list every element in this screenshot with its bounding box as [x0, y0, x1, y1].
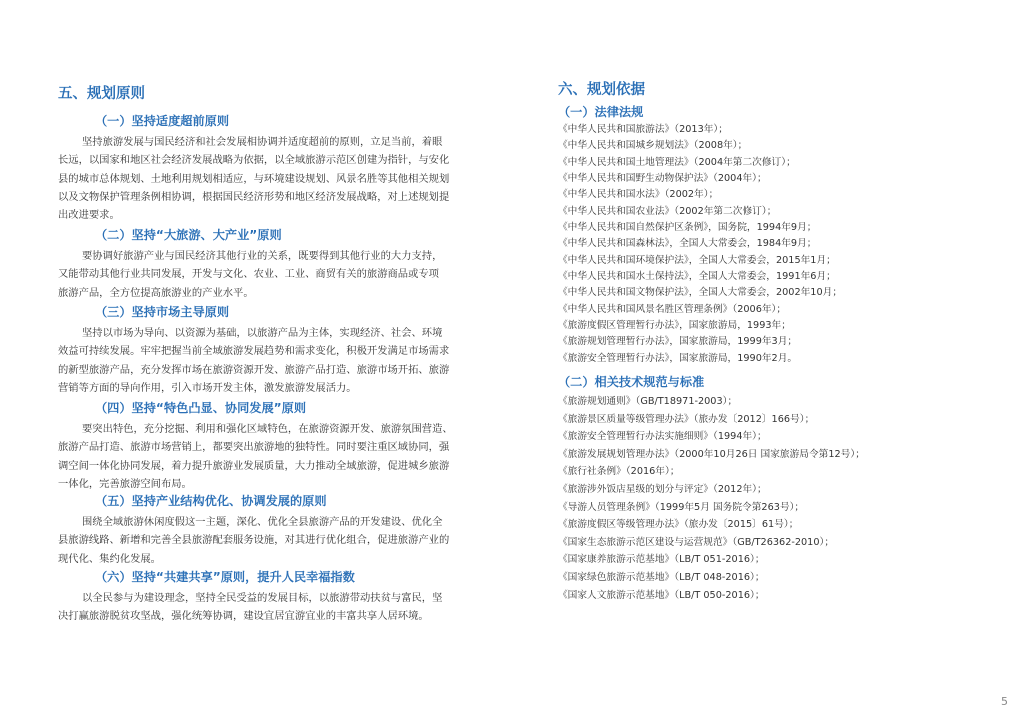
list-item: 《旅游安全管理暂行办法实施细则》（1994年）；: [558, 431, 767, 443]
principle-heading: （二）坚持“大旅游、大产业”原则: [95, 228, 282, 242]
list-item: 《中华人民共和国水土保持法》，全国人大常委会，1991年6月；: [558, 271, 836, 283]
paragraph-line: 调空间一体化协同发展，着力提升旅游业发展质量，大力推动全域旅游，促进城乡旅游: [58, 459, 450, 472]
standards-heading: （二）相关技术规范与标准: [558, 375, 705, 389]
laws-heading: （一）法律法规: [558, 105, 644, 119]
paragraph-line: 又能带动其他行业共同发展，开发与文化、农业、工业、商贸有关的旅游商品或专项: [58, 268, 439, 281]
list-item: 《旅游涉外饭店星级的划分与评定》（2012年）；: [558, 483, 767, 495]
list-item: 《中华人民共和国野生动物保护法》（2004年）；: [558, 173, 767, 185]
paragraph-line: 效益可持续发展。牢牢把握当前全域旅游发展趋势和需求变化，积极开发满足市场需求: [58, 345, 450, 358]
list-item: 《旅游规划通则》（GB/T18971-2003）；: [558, 396, 738, 407]
principle-heading: （一）坚持适度超前原则: [95, 114, 230, 128]
standards-section: [558, 372, 865, 604]
list-item: 《中华人民共和国农业法》（2002年第二次修订）；: [558, 205, 777, 217]
list-item: 《旅游度假区等级管理办法》（旅办发〔2015〕61号）；: [558, 519, 799, 531]
list-item: 《旅游安全管理暂行办法》，国家旅游局，1990年2月。: [558, 352, 798, 364]
paragraph-line: 以全民参与为建设理念，坚持全民受益的发展目标，以旅游带动扶贫与富民，坚: [82, 592, 443, 604]
list-item: 《中华人民共和国风景名胜区管理条例》（2006年）；: [558, 303, 787, 315]
principle-5: [58, 491, 449, 568]
principle-4: [58, 398, 453, 493]
section-title-planning-basis: 六、规划依据: [558, 82, 645, 98]
section-title-planning-principles: 五、规划原则: [58, 86, 145, 102]
list-item: 《中华人民共和国水法》（2002年）；: [558, 189, 719, 201]
principle-6: [58, 567, 442, 626]
paragraph-line: 围绕全域旅游休闲度假这一主题，深化、优化全县旅游产品的开发建设、优化全: [82, 516, 443, 528]
list-item: 《中华人民共和国城乡规划法》（2008年）；: [558, 140, 748, 152]
paragraph-line: 要突出特色，充分挖掘、利用和强化区域特色，在旅游资源开发、旅游氛围营造、: [82, 423, 453, 435]
paragraph-line: 的新型旅游产品，充分发挥市场在旅游资源开发、旅游产品打造、旅游市场开拓、旅游: [58, 363, 450, 376]
paragraph-line: 旅游产品，全方位提高旅游业的产业水平。: [58, 286, 254, 299]
principle-paragraph: [58, 324, 449, 397]
list-item: 《中华人民共和国土地管理法》（2004年第二次修订）；: [558, 156, 796, 168]
list-item: 《导游人员管理条例》（1999年5月 国务院令第263号）；: [558, 501, 805, 513]
paragraph-line: 坚持以市场为导向、以资源为基础，以旅游产品为主体，实现经济、社会、环境: [82, 327, 443, 339]
paragraph-line: 决打赢旅游脱贫攻坚战，强化统筹协调，建设宜居宜游宜业的丰富共享人居环境。: [58, 610, 429, 623]
principle-heading: （五）坚持产业结构优化、协调发展的原则: [95, 494, 327, 508]
list-item: 《国家人文旅游示范基地》（LB/T 050-2016）；: [558, 589, 765, 601]
paragraph-line: 县旅游线路、新增和完善全县旅游配套服务设施，对其进行优化组合，促进旅游产业的: [58, 534, 450, 547]
paragraph-line: 要协调好旅游产业与国民经济其他行业的关系，既要得到其他行业的大力支持，: [82, 250, 443, 262]
principle-paragraph: [58, 513, 449, 568]
page-number: 5: [1001, 695, 1008, 708]
principle-3: [58, 302, 449, 397]
principle-paragraph: [58, 133, 449, 224]
list-item: 《国家绿色旅游示范基地》（LB/T 048-2016）；: [558, 571, 765, 583]
list-item: 《国家康养旅游示范基地》（LB/T 051-2016）；: [558, 554, 765, 566]
list-item: 《国家生态旅游示范区建设与运营规范》（GB/T26362-2010）；: [558, 536, 835, 548]
list-item: 《中华人民共和国文物保护法》，全国人大常委会，2002年10月；: [558, 287, 843, 299]
list-item: 《旅行社条例》（2016年）；: [558, 466, 680, 478]
principle-heading: （六）坚持“共建共享”原则，提升人民幸福指数: [95, 570, 355, 584]
list-item: 《中华人民共和国环境保护法》，全国人大常委会，2015年1月；: [558, 254, 836, 266]
paragraph-line: 以及文物保护管理条例相协调，根据国民经济形势和地区经济发展战略，对上述规划提: [58, 190, 450, 203]
laws-list: [558, 122, 842, 367]
list-item: 《旅游发展规划管理办法》（2000年10月26日 国家旅游局令第12号）；: [558, 448, 865, 460]
list-item: 《中华人民共和国旅游法》（2013年）；: [558, 124, 728, 135]
paragraph-line: 旅游产品打造、旅游市场营销上，都要突出旅游地的独特性。同时要注重区域协同，强: [58, 441, 450, 454]
principle-heading: （三）坚持市场主导原则: [95, 305, 230, 319]
list-item: 《中华人民共和国自然保护区条例》，国务院，1994年9月；: [558, 222, 817, 234]
paragraph-line: 长远，以国家和地区社会经济发展战略为依据，以全域旅游示范区创建为指针，与安化: [58, 154, 450, 167]
paragraph-line: 现代化、集约化发展。: [58, 552, 161, 565]
paragraph-line: 营销等方面的导向作用，引入市场开发主体，激发旅游发展活力。: [58, 381, 357, 394]
paragraph-line: 一体化，完善旅游空间布局。: [58, 477, 192, 490]
list-item: 《旅游景区质量等级管理办法》（旅办发〔2012〕166号）；: [558, 413, 815, 425]
principle-paragraph: [58, 247, 442, 302]
laws-section: [558, 102, 842, 367]
paragraph-line: 坚持旅游发展与国民经济和社会发展相协调并适度超前的原则，立足当前，着眼: [82, 136, 443, 148]
paragraph-line: 出改进要求。: [58, 209, 120, 222]
list-item: 《中华人民共和国森林法》，全国人大常委会，1984年9月；: [558, 238, 817, 250]
list-item: 《旅游规划管理暂行办法》，国家旅游局，1999年3月；: [558, 336, 798, 348]
list-item: 《旅游度假区管理暂行办法》，国家旅游局，1993年；: [558, 320, 791, 332]
principle-2: [58, 225, 442, 302]
principle-paragraph: [58, 589, 442, 626]
principle-heading: （四）坚持“特色凸显、协同发展”原则: [95, 401, 307, 415]
paragraph-line: 县的城市总体规划、土地利用规划相适应，与环境建设规划、风景名胜等其他相关规划: [58, 172, 450, 185]
principle-1: [58, 111, 449, 224]
principle-paragraph: [58, 420, 453, 493]
standards-list: [558, 393, 865, 604]
